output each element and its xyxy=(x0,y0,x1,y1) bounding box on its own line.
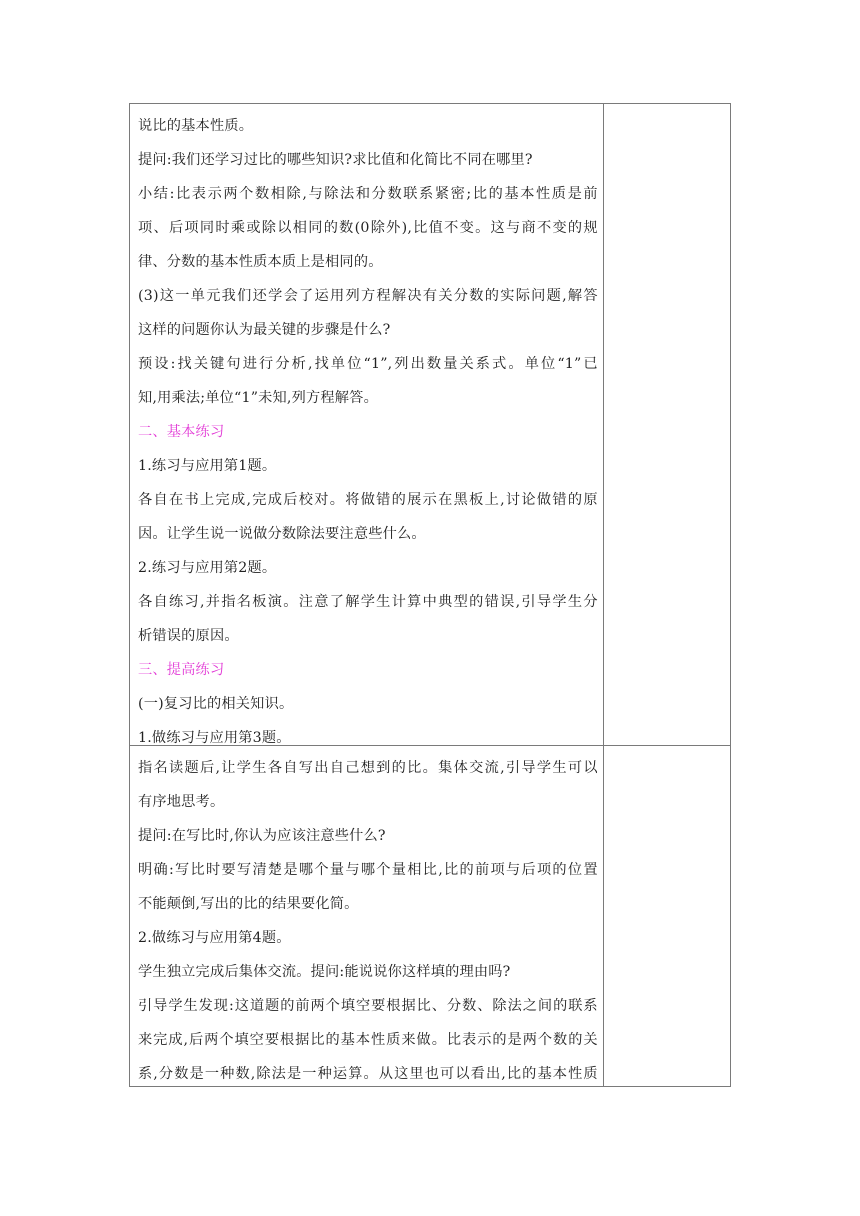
text-line: 不能颠倒,写出的比的结果要化简。 xyxy=(138,896,359,912)
text-line: 提问:在写比时,你认为应该注意些什么? xyxy=(138,828,386,844)
section1-text xyxy=(130,104,603,745)
section-heading: 三、提高练习 xyxy=(138,662,225,678)
text-line: (一)复习比的相关知识。 xyxy=(138,696,294,712)
text-line: 2.练习与应用第2题。 xyxy=(138,560,277,576)
text-line: 律、分数的基本性质本质上是相同的。 xyxy=(138,254,383,270)
main-content-cell xyxy=(130,746,604,1087)
text-line: 有序地思考。 xyxy=(138,794,225,810)
text-line: 说比的基本性质。 xyxy=(138,118,254,134)
text-line: (3)这一单元我们还学会了运用列方程解决有关分数的实际问题,解答 xyxy=(138,288,598,304)
text-line: 2.做练习与应用第4题。 xyxy=(138,930,291,946)
text-line: 系,分数是一种数,除法是一种运算。从这里也可以看出,比的基本性质 xyxy=(138,1066,598,1082)
text-line: 1.练习与应用第1题。 xyxy=(138,458,277,474)
text-line: 这样的问题你认为最关键的步骤是什么? xyxy=(138,322,391,338)
text-line: 来完成,后两个填空要根据比的基本性质来做。比表示的是两个数的关 xyxy=(138,1032,598,1048)
section2-text xyxy=(130,746,603,1086)
text-line: 1.做练习与应用第3题。 xyxy=(138,730,291,746)
text-line: 提问:我们还学习过比的哪些知识?求比值和化简比不同在哪里? xyxy=(138,152,533,168)
text-line: 项、后项同时乘或除以相同的数(0除外),比值不变。这与商不变的规 xyxy=(138,220,598,236)
table-row xyxy=(130,746,731,1087)
text-line: 明确:写比时要写清楚是哪个量与哪个量相比,比的前项与后项的位置 xyxy=(138,862,598,878)
lesson-plan-table xyxy=(129,103,731,1087)
text-line: 各自在书上完成,完成后校对。将做错的展示在黑板上,讨论做错的原 xyxy=(138,492,598,508)
text-line: 学生独立完成后集体交流。提问:能说说你这样填的理由吗? xyxy=(138,964,511,980)
main-content-cell xyxy=(130,104,604,746)
notes-cell xyxy=(603,746,730,1087)
table-row xyxy=(130,104,731,746)
text-line: 引导学生发现:这道题的前两个填空要根据比、分数、除法之间的联系 xyxy=(138,998,598,1014)
text-line: 各自练习,并指名板演。注意了解学生计算中典型的错误,引导学生分 xyxy=(138,594,598,610)
text-line: 指名读题后,让学生各自写出自己想到的比。集体交流,引导学生可以 xyxy=(138,760,598,776)
text-line: 小结:比表示两个数相除,与除法和分数联系紧密;比的基本性质是前 xyxy=(138,186,598,202)
section-heading: 二、基本练习 xyxy=(138,424,225,440)
text-line: 析错误的原因。 xyxy=(138,628,239,644)
text-line: 因。让学生说一说做分数除法要注意些什么。 xyxy=(138,526,426,542)
text-line: 预设:找关键句进行分析,找单位“1”,列出数量关系式。单位“1”已 xyxy=(138,356,598,372)
text-line: 知,用乘法;单位“1”未知,列方程解答。 xyxy=(138,390,378,406)
notes-cell xyxy=(603,104,730,746)
